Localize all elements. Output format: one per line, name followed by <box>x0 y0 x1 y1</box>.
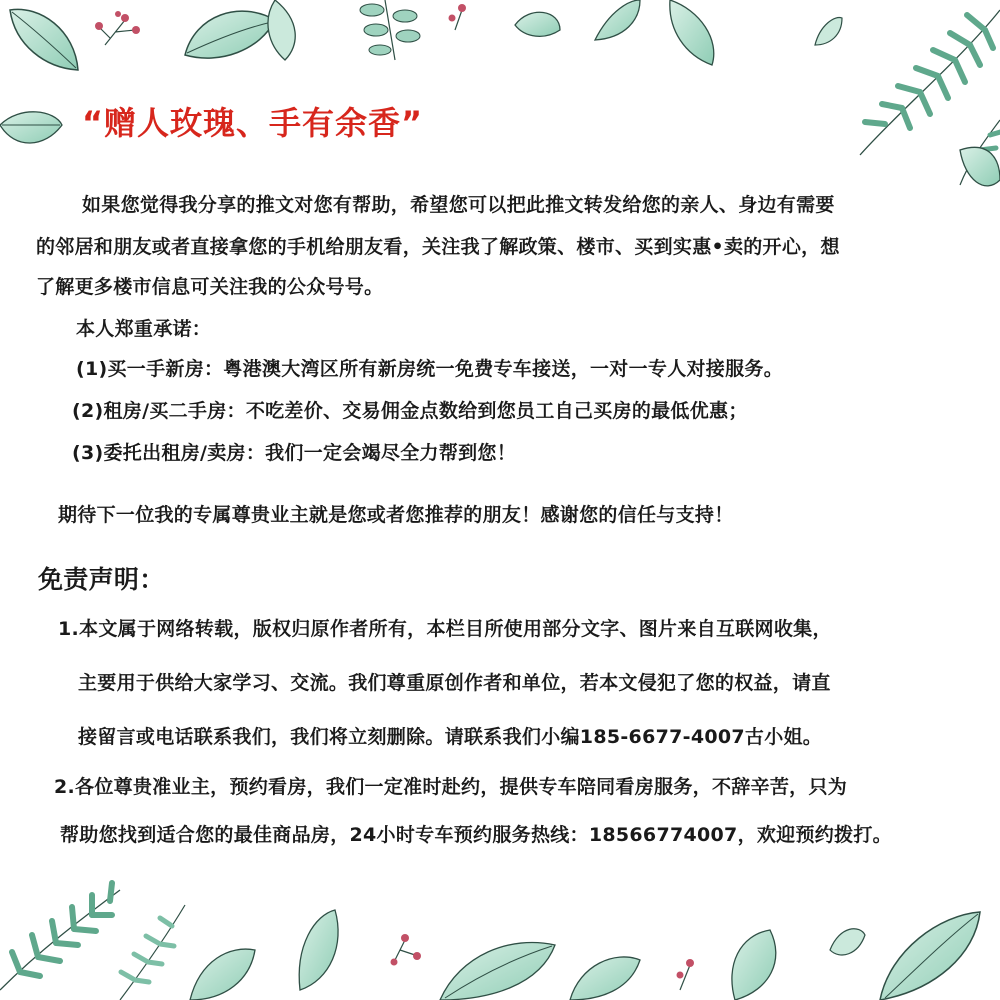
bottom-leaf-icon <box>732 930 776 1000</box>
bottom-leaf-icon <box>299 910 338 990</box>
top-left-leaf-icon <box>10 9 78 70</box>
promise-item-2: (2)租房/买二手房：不吃差价、交易佣金点数给到您员工自己买房的最低优惠； <box>72 400 748 422</box>
promise-heading: 本人郑重承诺： <box>76 318 212 340</box>
bottom-leaf-icon <box>570 957 640 1000</box>
side-leaf-icon <box>0 112 62 143</box>
berry-sprig-icon <box>449 4 467 30</box>
intro-line-2: 的邻居和朋友或者直接拿您的手机给朋友看，关注我了解政策、楼市、买到实惠•卖的开心，想 <box>36 236 840 258</box>
fern-icon <box>120 905 185 1000</box>
fern-icon <box>0 883 120 990</box>
fern-icon <box>360 0 420 60</box>
closing-text: 期待下一位我的专属尊贵业主就是您或者您推荐的朋友！感谢您的信任与支持！ <box>58 504 734 526</box>
promise-item-3: (3)委托出租房/卖房：我们一定会竭尽全力帮到您！ <box>72 442 517 464</box>
bottom-leaf-icon <box>440 942 555 1000</box>
top-leaf-icon <box>268 0 295 60</box>
top-leaf-icon <box>670 0 714 65</box>
side-leaf-icon <box>960 147 1000 186</box>
bottom-leaf-icon <box>830 929 865 955</box>
disclaimer-item-2-line-2: 帮助您找到适合您的最佳商品房，24小时专车预约服务热线：18566774007，欢迎预约拨打。 <box>60 824 892 846</box>
top-leaf-icon <box>595 0 640 40</box>
fern-icon <box>960 120 1000 185</box>
fern-icon <box>860 10 1000 155</box>
disclaimer-item-1-line-3: 接留言或电话联系我们，我们将立刻删除。请联系我们小编185-6677-4007古小姐。 <box>78 726 823 748</box>
disclaimer-item-1-line-2: 主要用于供给大家学习、交流。我们尊重原创作者和单位，若本文侵犯了您的权益，请直 <box>78 672 831 694</box>
top-leaf-icon <box>815 17 842 45</box>
top-leaf-icon <box>185 11 275 58</box>
intro-line-3: 了解更多楼市信息可关注我的公众号号。 <box>36 276 384 298</box>
disclaimer-item-1-line-1: 1.本文属于网络转载，版权归原作者所有，本栏目所使用部分文字、图片来自互联网收集， <box>58 618 832 640</box>
page-title: “赠人玫瑰、手有余香” <box>82 104 424 142</box>
berry-sprig-icon <box>391 934 422 966</box>
bottom-leaf-icon <box>880 912 980 1000</box>
intro-line-1: 如果您觉得我分享的推文对您有帮助，希望您可以把此推文转发给您的亲人、身边有需要 <box>82 194 835 216</box>
berry-sprig-icon <box>677 959 695 990</box>
disclaimer-heading: 免责声明： <box>38 565 165 594</box>
promise-item-1: (1)买一手新房：粤港澳大湾区所有新房统一免费专车接送，一对一专人对接服务。 <box>76 358 783 380</box>
top-leaf-icon <box>515 12 560 36</box>
disclaimer-item-2-line-1: 2.各位尊贵准业主，预约看房，我们一定准时赴约，提供专车陪同看房服务，不辞辛苦，只为 <box>54 776 848 798</box>
bottom-leaf-icon <box>190 949 255 1000</box>
berry-sprig-icon <box>95 11 140 45</box>
